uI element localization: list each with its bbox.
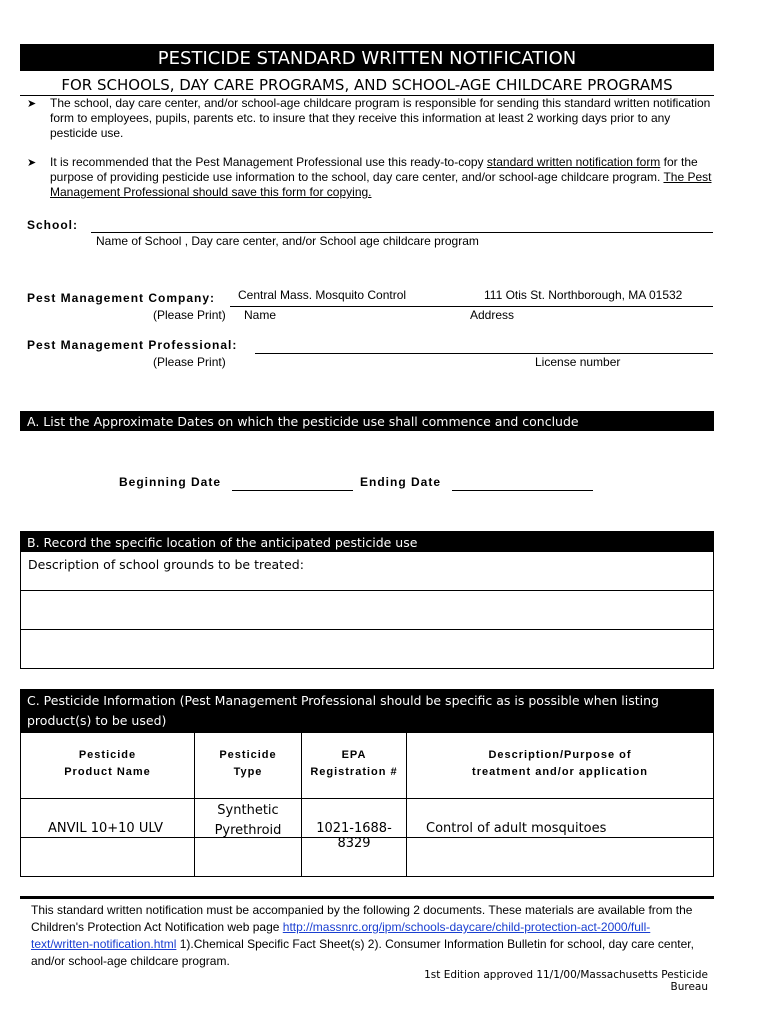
section-c-header <box>20 689 714 733</box>
header-line: Registration # <box>310 766 398 778</box>
header-line: Type <box>233 766 263 778</box>
bullet-text: for the purpose of providing pesticide use information to the school, day care center, and/or school-age childcare program. <box>50 155 698 184</box>
section-c-header-line1: C. Pesticide Information (Pest Management Professional should be specific as is possible when listing <box>27 693 659 708</box>
column-header-type <box>195 747 301 781</box>
footer-text-post: 1).Chemical Specific Fact Sheet(s) 2). Consumer Information Bulletin for school, day care center, and/or school-age childcare program. <box>31 937 694 968</box>
section-b-header: B. Record the specific location of the anticipated pesticide use <box>20 531 714 551</box>
ending-date-label: Ending Date <box>360 475 442 489</box>
ending-date-field[interactable] <box>452 476 593 491</box>
bullet-responsibility: The school, day care center, and/or school-age childcare program is responsible for sending this standard written notification form to employees, pupils, parents etc. to insure that they receive this information at least 2 working days prior to any pesticide use. <box>50 96 711 140</box>
header-line: Description/Purpose of <box>488 749 632 761</box>
license-caption: License number <box>535 355 621 369</box>
form-title: PESTICIDE STANDARD WRITTEN NOTIFICATION <box>20 44 714 71</box>
location-box <box>20 551 714 669</box>
empty-type-cell[interactable] <box>195 838 301 876</box>
school-label: School: <box>27 218 78 232</box>
please-print-note: (Please Print) <box>153 355 226 369</box>
company-address-caption: Address <box>470 308 515 322</box>
pesticide-table <box>20 731 714 877</box>
professional-label: Pest Management Professional: <box>27 338 238 352</box>
column-header-epa <box>302 747 406 781</box>
company-address-value: 111 Otis St. Northborough, MA 01532 <box>484 288 683 302</box>
row-divider <box>21 798 713 799</box>
footer-divider <box>20 896 714 899</box>
arrow-bullet-icon: ➤ <box>27 157 37 169</box>
section-a-header: A. List the Approximate Dates on which the pesticide use shall commence and conclude <box>20 411 714 431</box>
company-label: Pest Management Company: <box>27 291 216 305</box>
type-line: Pyrethroid <box>214 823 282 838</box>
footer-text-pre: This standard written notification must be accompanied by the following 2 documents. These materials are available from the Children's Protection Act Notification web page <box>31 903 693 934</box>
please-print-note: (Please Print) <box>153 308 226 322</box>
bullet-recommendation <box>50 155 712 200</box>
link-part-2: text/written-notification.html <box>31 937 177 951</box>
school-caption: Name of School , Day care center, and/or School age childcare program <box>96 234 479 248</box>
link-part-1: http://massnrc.org/ipm/schools-daycare/child-protection-act-2000/full- <box>282 920 651 934</box>
company-name-caption: Name <box>244 308 277 322</box>
header-line: treatment and/or application <box>472 766 648 778</box>
empty-description-cell[interactable] <box>407 838 713 876</box>
empty-epa-cell[interactable] <box>302 838 406 876</box>
bullet-text: It is recommended that the Pest Management Professional use this ready-to-copy <box>50 155 487 169</box>
column-header-product <box>21 747 194 781</box>
beginning-date-field[interactable] <box>232 476 353 491</box>
row-type <box>195 801 301 841</box>
header-line: Product Name <box>64 766 151 778</box>
description-line-3[interactable] <box>21 630 713 668</box>
row-epa: 1021-1688-8329 <box>316 821 392 851</box>
header-line: Pesticide <box>78 749 137 761</box>
description-line-1[interactable] <box>21 552 713 590</box>
beginning-date-label: Beginning Date <box>119 475 222 489</box>
grounds-description-label: Description of school grounds to be treated: <box>28 557 304 572</box>
column-header-description <box>407 747 713 781</box>
edition-note: 1st Edition approved 11/1/00/Massachusetts Pesticide Bureau <box>424 969 708 993</box>
row-product: ANVIL 10+10 ULV <box>48 821 164 836</box>
arrow-bullet-icon: ➤ <box>27 98 37 110</box>
description-line-2[interactable] <box>21 591 713 629</box>
empty-product-cell[interactable] <box>21 838 194 876</box>
form-subtitle: FOR SCHOOLS, DAY CARE PROGRAMS, AND SCHOOL-AGE CHILDCARE PROGRAMS <box>61 76 673 94</box>
header-line: EPA <box>341 749 367 761</box>
save-form-note: The Pest Management Professional should save this form for copying. <box>50 170 712 199</box>
row-description: Control of adult mosquitoes <box>426 821 607 836</box>
section-c-header-line2: product(s) to be used) <box>27 713 167 728</box>
type-line: Synthetic <box>217 803 279 818</box>
footer-text <box>31 902 711 970</box>
school-name-field[interactable] <box>91 218 713 233</box>
header-line: Pesticide <box>219 749 277 761</box>
professional-field[interactable] <box>255 338 713 354</box>
company-name-value: Central Mass. Mosquito Control <box>238 288 407 302</box>
standard-form-link-text: standard written notification form <box>486 155 661 169</box>
